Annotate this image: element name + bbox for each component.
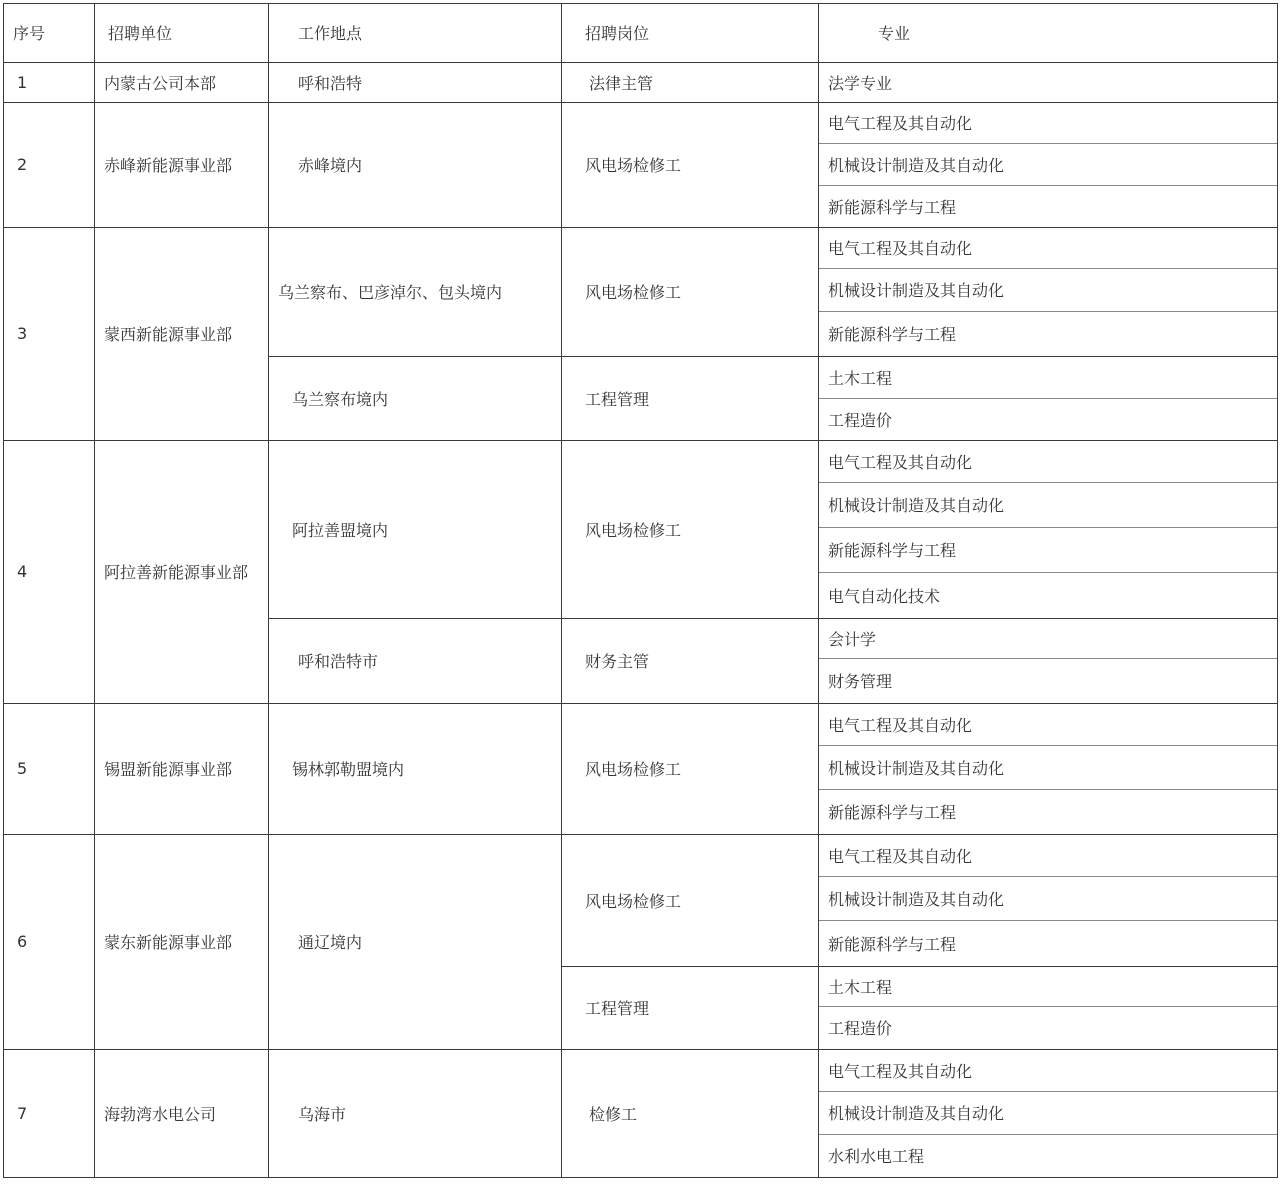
row-number: 3 [17, 324, 28, 343]
recruiting-unit: 蒙西新能源事业部 [104, 325, 233, 344]
major-item: 工程造价 [828, 1019, 893, 1038]
major-divider [818, 876, 1277, 877]
work-location: 乌海市 [298, 1104, 347, 1124]
major-divider [818, 1091, 1277, 1092]
major-item: 电气工程及其自动化 [828, 114, 973, 133]
group-divider [818, 356, 1277, 357]
work-location: 乌兰察布、巴彦淖尔、包头境内 [278, 283, 503, 302]
group-divider [268, 356, 561, 357]
table-top-border [3, 3, 1277, 4]
column-border [94, 3, 95, 1178]
major-divider [818, 1006, 1277, 1007]
job-position: 法律主管 [589, 73, 654, 93]
major-item: 新能源科学与工程 [828, 934, 957, 954]
major-divider [818, 920, 1277, 921]
recruiting-unit: 锡盟新能源事业部 [104, 760, 233, 779]
work-location: 锡林郭勒盟境内 [292, 760, 405, 779]
major-item: 电气工程及其自动化 [828, 715, 973, 735]
major-item: 机械设计制造及其自动化 [828, 496, 1005, 515]
recruiting-unit: 赤峰新能源事业部 [104, 156, 233, 175]
major-divider [818, 268, 1277, 269]
group-divider [561, 966, 818, 967]
row-number: 2 [17, 155, 28, 174]
major-divider [818, 789, 1277, 790]
major-item: 电气工程及其自动化 [828, 846, 973, 866]
job-position: 风电场检修工 [585, 283, 682, 302]
major-divider [818, 398, 1277, 399]
major-divider [818, 572, 1277, 573]
header-bottom-border [3, 62, 1277, 63]
recruiting-unit: 内蒙古公司本部 [104, 73, 217, 93]
group-divider [561, 618, 818, 619]
major-divider [818, 311, 1277, 312]
header-position: 招聘岗位 [585, 24, 650, 43]
header-major: 专业 [878, 24, 911, 43]
major-item: 财务管理 [828, 672, 893, 691]
group-divider [561, 356, 818, 357]
major-divider [818, 143, 1277, 144]
recruiting-unit: 蒙东新能源事业部 [104, 933, 233, 952]
major-item: 机械设计制造及其自动化 [828, 281, 1005, 300]
major-item: 土木工程 [828, 368, 893, 388]
major-divider [818, 482, 1277, 483]
work-location: 呼和浩特市 [298, 652, 379, 671]
row-number: 1 [17, 72, 28, 92]
major-divider [818, 658, 1277, 659]
row-number: 4 [17, 562, 28, 581]
group-divider [818, 618, 1277, 619]
major-item: 机械设计制造及其自动化 [828, 1104, 1005, 1123]
job-position: 工程管理 [585, 389, 650, 409]
row-number: 6 [17, 932, 28, 951]
major-item: 电气工程及其自动化 [828, 452, 973, 472]
group-divider [268, 618, 561, 619]
job-position: 财务主管 [585, 652, 650, 671]
major-item: 工程造价 [828, 410, 893, 430]
header-location: 工作地点 [298, 24, 363, 43]
recruiting-unit: 阿拉善新能源事业部 [104, 563, 249, 582]
column-border [561, 3, 562, 1178]
work-location: 赤峰境内 [298, 156, 363, 175]
header-unit: 招聘单位 [108, 24, 173, 43]
job-position: 风电场检修工 [585, 156, 682, 175]
major-item: 机械设计制造及其自动化 [828, 155, 1005, 175]
major-item: 土木工程 [828, 977, 893, 997]
major-divider [818, 185, 1277, 186]
major-item: 电气工程及其自动化 [828, 239, 973, 258]
job-position: 风电场检修工 [585, 891, 682, 911]
work-location: 呼和浩特 [298, 73, 363, 93]
group-divider [818, 966, 1277, 967]
column-border [818, 3, 819, 1178]
job-position: 检修工 [589, 1104, 638, 1124]
job-position: 工程管理 [585, 999, 650, 1018]
column-border [268, 3, 269, 1178]
major-item: 会计学 [828, 629, 877, 649]
job-position: 风电场检修工 [585, 760, 682, 779]
column-border [1277, 3, 1278, 1178]
major-item: 机械设计制造及其自动化 [828, 889, 1005, 909]
major-item: 机械设计制造及其自动化 [828, 758, 1005, 778]
major-divider [818, 745, 1277, 746]
recruiting-unit: 海勃湾水电公司 [104, 1104, 217, 1124]
header-no: 序号 [13, 24, 46, 43]
major-divider [818, 527, 1277, 528]
major-item: 电气自动化技术 [828, 586, 941, 606]
job-position: 风电场检修工 [585, 520, 682, 540]
row-divider [3, 1177, 1277, 1178]
row-number: 7 [17, 1103, 28, 1123]
column-border [3, 3, 4, 1178]
work-location: 乌兰察布境内 [292, 389, 389, 409]
major-divider [818, 1134, 1277, 1135]
work-location: 阿拉善盟境内 [292, 520, 389, 540]
major-item: 电气工程及其自动化 [828, 1061, 973, 1081]
major-item: 新能源科学与工程 [828, 197, 957, 217]
work-location: 通辽境内 [298, 933, 363, 952]
major-item: 新能源科学与工程 [828, 541, 957, 560]
major-item: 水利水电工程 [828, 1147, 925, 1166]
major-item: 法学专业 [828, 73, 893, 93]
major-item: 新能源科学与工程 [828, 325, 957, 344]
row-number: 5 [17, 759, 28, 778]
major-item: 新能源科学与工程 [828, 803, 957, 822]
